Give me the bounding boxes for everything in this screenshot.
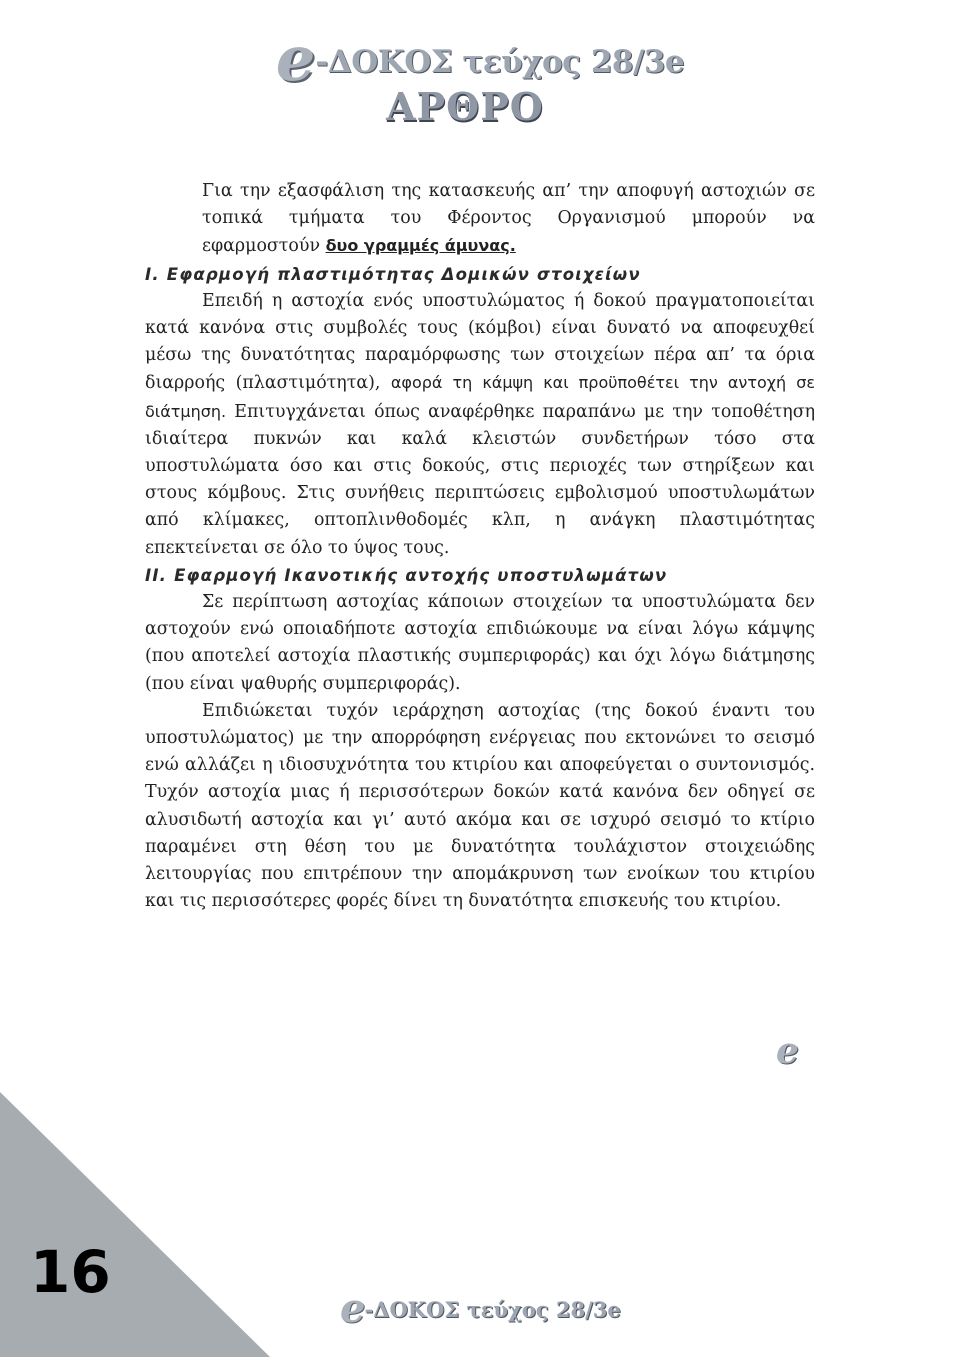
intro-paragraph	[145, 178, 815, 261]
end-mark-e-icon: e	[776, 1030, 799, 1072]
section1-text-b: αφορά τη κάμψη και προϋποθέτει την αντοχή σε διάτμηση.	[145, 373, 815, 421]
section1-text-c: Επιτυγχάνεται όπως αναφέρθηκε παραπάνω με την τοποθέτηση ιδιαίτερα πυκνών και καλά κλειστών συνδετήρων τόσο στα υποστυλώματα όσο και στις δοκούς, στις περιοχές των στηρίξεων και στους κόμβους. Στις συνήθεις περιπτώσεις εμβολισμού υποστυλωμάτων από κλίμακες, οπτοπλινθοδομές κλπ, η ανάγκη πλαστιμότητας επεκτείνεται σε όλο το ύψος τους.	[145, 401, 815, 558]
footer-magazine-title: -ΔΟΚΟΣ τεύχος 28/3e	[364, 1297, 621, 1322]
section2-paragraph-1: Σε περίπτωση αστοχίας κάποιων στοιχείων τα υποστυλώματα δεν αστοχούν ενώ οποιαδήποτε αστοχία επιδιώκουμε να είναι λόγω κάμψης (που αποτελεί αστοχία πλαστικής συμπεριφοράς) και όχι λόγω διάτμησης (που είναι ψαθυρής συμπεριφοράς).	[145, 592, 815, 694]
section1-paragraph	[145, 288, 815, 562]
section-heading-2: ΙΙ. Εφαρμογή Ικανοτικής αντοχής υποστυλωμάτων	[145, 565, 668, 585]
magazine-title: -ΔΟΚΟΣ τεύχος 28/3e	[315, 44, 685, 80]
footer-e-logo-icon: e	[340, 1285, 365, 1332]
section-heading-1: Ι. Εφαρμογή πλαστιμότητας Δομικών στοιχείων	[145, 264, 641, 284]
article-body	[145, 178, 815, 915]
corner-triangle-decoration	[0, 1092, 270, 1357]
section2-paragraph-2: Επιδιώκεται τυχόν ιεράρχηση αστοχίας (της δοκού έναντι του υποστυλώματος) με την απορρόφηση ενέργειας που εκτονώνει το σεισμό ενώ αλλάζει η ιδιοσυχνότητα του κτιρίου και αποφεύγεται ο συντονισμός. Τυχόν αστοχία μιας ή περισσότερων δοκών κατά κανόνα δεν οδηγεί σε αλυσιδωτή αστοχία και γι’ αυτό ακόμα και σε ισχυρό σεισμό το κτίριο παραμένει στη θέση του με δυνατότητα τουλάχιστον στοιχειώδης λειτουργίας που επιτρέπουν την απομάκρυνση των ενοίκων του κτιρίου και τις περισσότερες φορές δίνει τη δυνατότητα επισκευής του κτιρίου.	[145, 700, 815, 912]
section1-text-a: Επειδή η αστοχία ενός υποστυλώματος ή δοκού πραγματοποιείται κατά κανόνα στις συμβολές τους (κόμβοι) είναι δυνατό να αποφευχθεί μέσω της δυνατότητας παραμόρφωσης των στοιχείων πέρα απ’ τα όρια διαρροής (πλαστιμότητα),	[145, 290, 815, 394]
page-number: 16	[30, 1238, 111, 1306]
footer-masthead	[340, 1285, 621, 1332]
e-logo-icon: e	[275, 22, 314, 95]
intro-text: Για την εξασφάλιση της κατασκευής απ’ την αποφυγή αστοχιών σε τοπικά τμήματα του Φέροντος Οργανισμού μπορούν να εφαρμοστούν	[202, 181, 815, 257]
section-title: ΑΡΘΡΟ	[386, 84, 544, 129]
intro-underlined-text: δυο γραμμές άμυνας.	[325, 236, 516, 256]
